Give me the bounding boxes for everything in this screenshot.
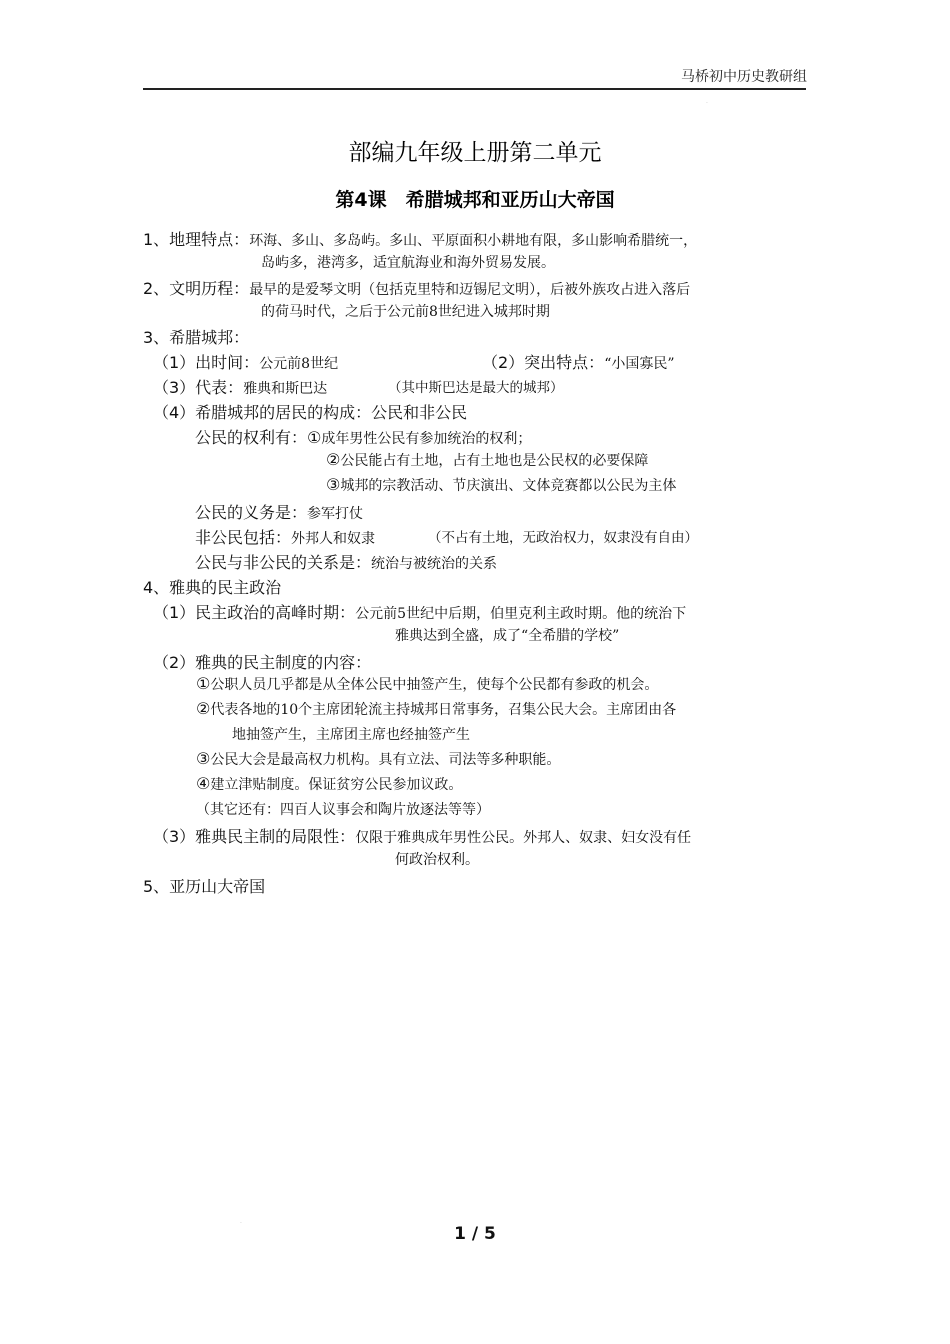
section-3-point-3-value: 雅典和斯巴达 bbox=[243, 381, 328, 397]
section-4-point-3-label: （3）雅典民主制的局限性： bbox=[153, 827, 356, 846]
citizen-rights-label: 公民的权利有： bbox=[195, 428, 308, 447]
democracy-item-2 bbox=[196, 699, 676, 719]
section-4-point-3-text-1: 仅限于雅典成年男性公民。外邦人、奴隶、妇女没有任 bbox=[355, 830, 692, 846]
section-4-point-3-text-2: 何政治权利。 bbox=[395, 852, 479, 868]
democracy-item-1 bbox=[196, 674, 658, 694]
democracy-item-4-text: 建立津贴制度。保证贫穷公民参加议政。 bbox=[210, 777, 463, 793]
scan-dot: · bbox=[706, 100, 708, 107]
section-4-point-1-text-1: 公元前5世纪中后期，伯里克利主政时期。他的统治下 bbox=[355, 606, 687, 622]
citizen-rights-line-3 bbox=[326, 475, 676, 495]
democracy-item-3-text: 公民大会是最高权力机构。具有立法、司法等多种职能。 bbox=[210, 752, 561, 768]
page-number: 1 / 5 bbox=[454, 1224, 496, 1244]
section-4-point-1-text-2: 雅典达到全盛，成了“全希腊的学校” bbox=[395, 628, 620, 644]
section-1-text-1: 环海、多山、多岛屿。多山、平原面积小耕地有限，多山影响希腊统一， bbox=[249, 233, 698, 249]
citizen-duty-value: 参军打仗 bbox=[307, 506, 364, 522]
section-4-point-1-label: （1）民主政治的高峰时期： bbox=[153, 603, 356, 622]
section-3-point-2-label: （2）突出特点： bbox=[482, 353, 605, 372]
section-2-line-1 bbox=[143, 276, 690, 299]
democracy-item-4 bbox=[196, 774, 462, 794]
section-1-heading: 1、地理特点： bbox=[143, 230, 250, 249]
section-4-point-2-label: （2）雅典的民主制度的内容： bbox=[153, 653, 372, 672]
section-1-text-2: 岛屿多，港湾多，适宜航海业和海外贸易发展。 bbox=[261, 255, 555, 271]
section-3-point-4: （4）希腊城邦的居民的构成：公民和非公民 bbox=[153, 403, 468, 422]
citizen-duty-label: 公民的义务是： bbox=[195, 503, 308, 522]
democracy-item-2-number: ② bbox=[196, 699, 211, 718]
section-1-line-1 bbox=[143, 227, 697, 250]
section-4-point-3-line-1 bbox=[153, 824, 691, 847]
democracy-other-note: （其它还有：四百人议事会和陶片放逐法等等） bbox=[196, 802, 490, 818]
section-4-point-1-line-1 bbox=[153, 600, 686, 623]
citizen-relation bbox=[195, 550, 497, 573]
citizen-rights-line-1 bbox=[195, 425, 531, 448]
democracy-item-2-text-b: 地抽签产生，主席团主席也经抽签产生 bbox=[232, 727, 470, 743]
page-title: 部编九年级上册第二单元 bbox=[348, 140, 602, 166]
section-5-heading: 5、亚历山大帝国 bbox=[143, 877, 266, 896]
citizen-relation-value: 统治与被统治的关系 bbox=[371, 556, 498, 572]
noncitizen-note: （不占有土地，无政治权力，奴隶没有自由） bbox=[428, 530, 698, 546]
scan-dot: · bbox=[240, 1220, 242, 1227]
section-2-heading: 2、文明历程： bbox=[143, 279, 250, 298]
citizen-right-2: 公民能占有土地，占有土地也是公民权的必要保障 bbox=[340, 453, 649, 469]
section-4-heading: 4、雅典的民主政治 bbox=[143, 578, 282, 597]
header-divider bbox=[143, 88, 806, 90]
democracy-item-3-number: ③ bbox=[196, 749, 211, 768]
lesson-title: 第4课 希腊城邦和亚历山大帝国 bbox=[335, 189, 615, 211]
noncitizen-label: 非公民包括： bbox=[195, 528, 292, 547]
democracy-item-1-text: 公职人员几乎都是从全体公民中抽签产生，使每个公民都有参政的机会。 bbox=[210, 677, 659, 693]
section-3-point-2 bbox=[482, 350, 675, 373]
citizen-right-1-number: ① bbox=[307, 428, 322, 447]
section-3-point-3-label: （3）代表： bbox=[153, 378, 244, 397]
democracy-item-1-number: ① bbox=[196, 674, 211, 693]
section-2-text-2: 的荷马时代，之后于公元前8世纪进入城邦时期 bbox=[261, 304, 550, 320]
democracy-item-2-text-a: 代表各地的10个主席团轮流主持城邦日常事务，召集公民大会。主席团由各 bbox=[210, 702, 677, 718]
noncitizen-value: 外邦人和奴隶 bbox=[291, 531, 376, 547]
democracy-item-3 bbox=[196, 749, 560, 769]
citizen-duty bbox=[195, 500, 363, 523]
democracy-item-4-number: ④ bbox=[196, 774, 211, 793]
section-3-point-1-label: （1）出时间： bbox=[153, 353, 260, 372]
section-3-point-3-note: （其中斯巴达是最大的城邦） bbox=[388, 380, 564, 396]
citizen-right-1: 成年男性公民有参加统治的权利； bbox=[321, 431, 532, 447]
section-3-point-1-value: 公元前8世纪 bbox=[259, 356, 339, 372]
citizen-right-2-number: ② bbox=[326, 450, 341, 469]
section-3-point-1 bbox=[153, 350, 338, 373]
header-organization: 马桥初中历史教研组 bbox=[681, 69, 807, 85]
section-3-point-3 bbox=[153, 375, 327, 398]
citizen-right-3: 城邦的宗教活动、节庆演出、文体竞赛都以公民为主体 bbox=[340, 478, 677, 494]
citizen-relation-label: 公民与非公民的关系是： bbox=[195, 553, 372, 572]
citizen-rights-line-2 bbox=[326, 450, 648, 470]
citizen-right-3-number: ③ bbox=[326, 475, 341, 494]
section-3-point-2-value: “小国寡民” bbox=[604, 356, 675, 372]
noncitizen-line bbox=[195, 525, 375, 548]
section-2-text-1: 最早的是爱琴文明（包括克里特和迈锡尼文明），后被外族攻占进入落后 bbox=[249, 282, 691, 298]
section-3-heading: 3、希腊城邦： bbox=[143, 328, 250, 347]
